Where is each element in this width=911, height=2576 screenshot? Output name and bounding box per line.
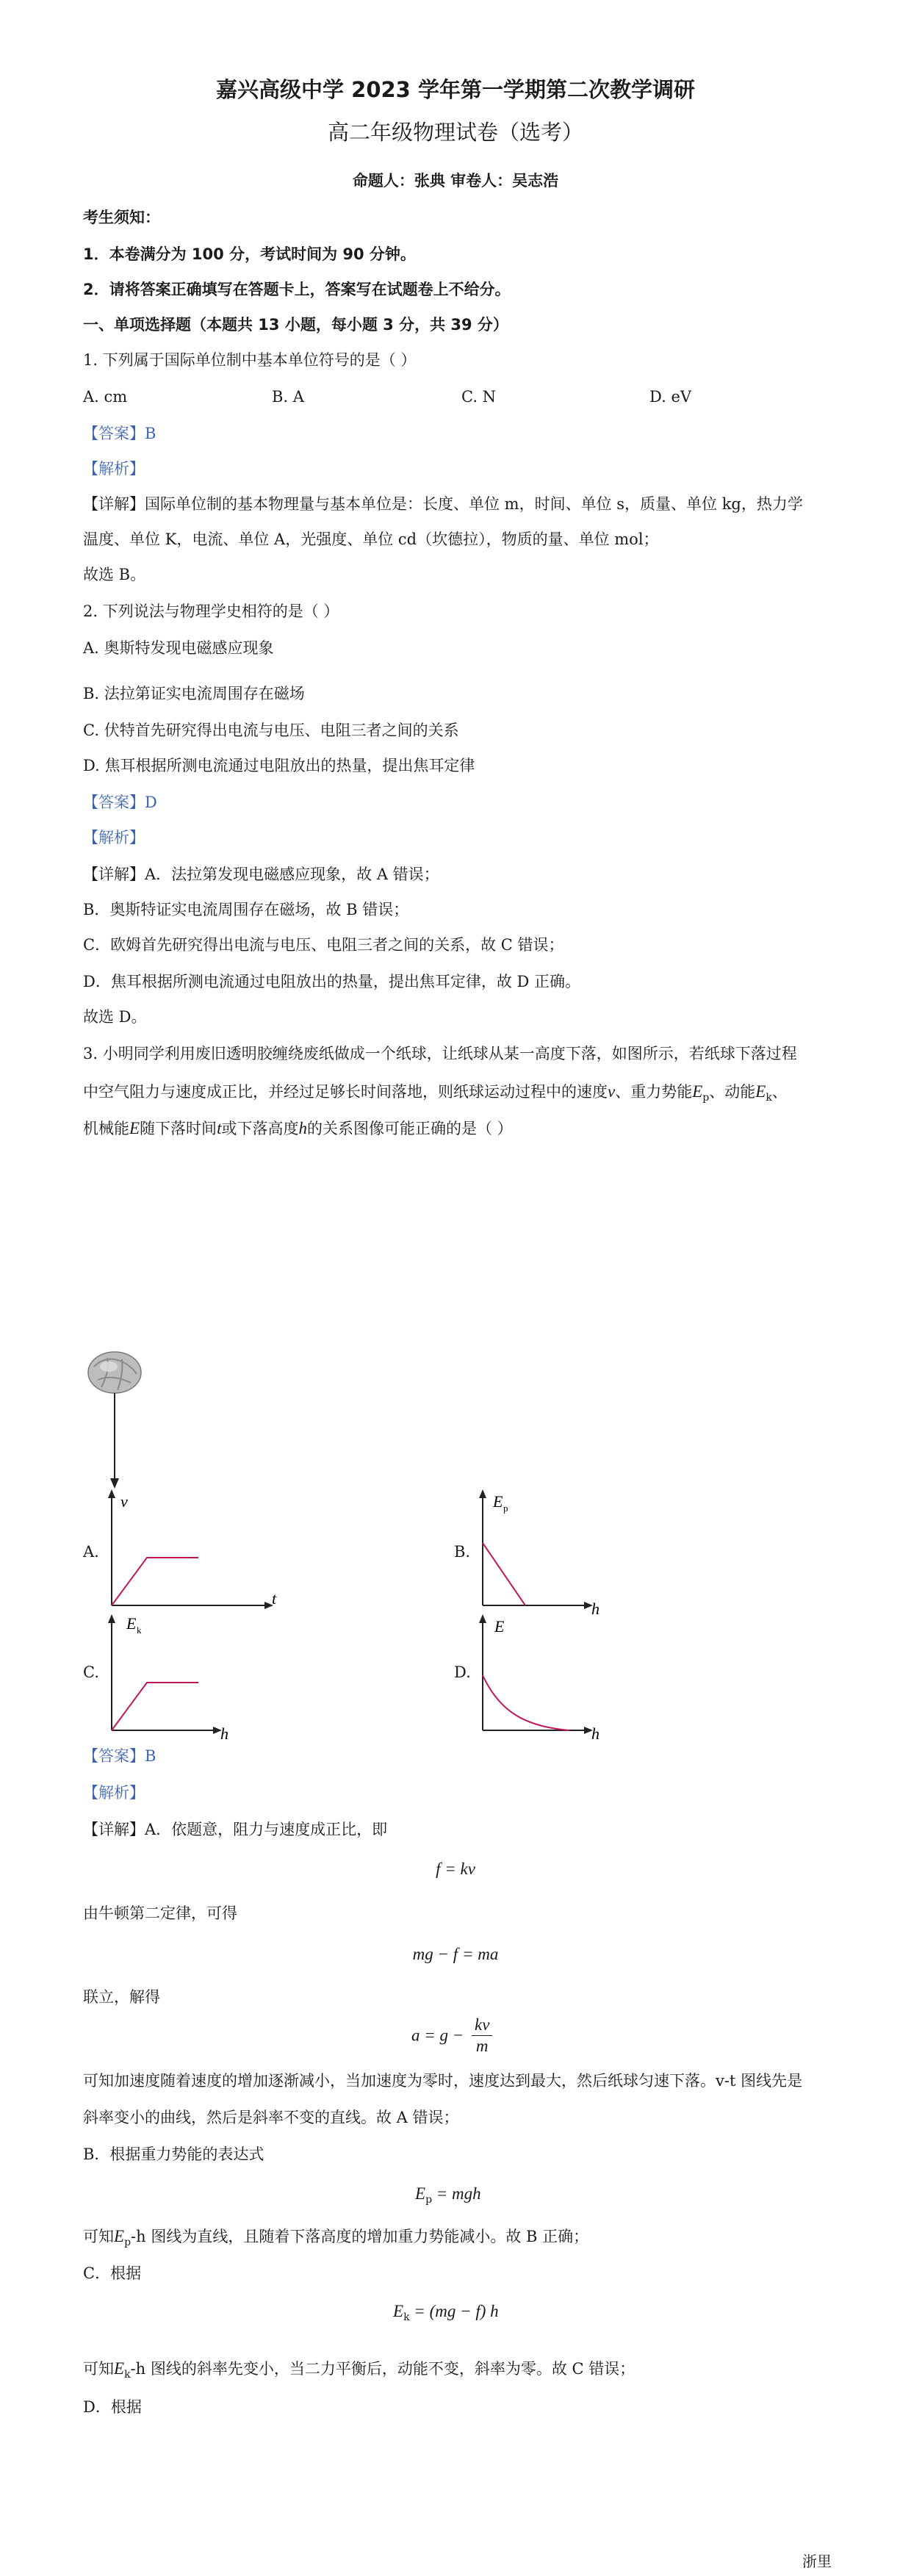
q3-explain-c: 可知$E_k-h$ 图线的斜率先变小，当二力平衡后，动能不变，斜率为零。故 C 错误； [83, 2359, 635, 2381]
q3-explain-a-line-2: 斜率变小的曲线，然后是斜率不变的直线。故 A 错误； [83, 2109, 459, 2126]
exam-title: 嘉兴高级中学 2023 学年第一学期第二次教学调研 [216, 77, 695, 102]
paper-ball-figure [79, 1345, 160, 1492]
page-footer-mark: 浙里 [802, 2552, 832, 2570]
q3-item-d: D．根据 [83, 2398, 142, 2416]
graph-a-y-label: v [120, 1492, 128, 1511]
notice-item-1: 1．本卷满分为 100 分，考试时间为 90 分钟。 [83, 245, 416, 263]
q2-detail-d: D．焦耳根据所测电流通过电阻放出的热量，提出焦耳定律，故 D 正确。 [83, 973, 581, 990]
graph-c-curve [112, 1683, 198, 1730]
graph-b-y-subscript: p [503, 1503, 508, 1514]
graph-a-x-label: t [272, 1589, 277, 1608]
q2-detail-c: C．欧姆首先研究得出电流与电压、电阻三者之间的关系，故 C 错误； [83, 936, 564, 954]
graph-d-curve [483, 1675, 569, 1730]
q2-answer: 【答案】D [83, 794, 157, 811]
q3-analysis: 【解析】 [83, 1784, 145, 1802]
graph-a-label: A. [83, 1543, 99, 1561]
graph-d-x-label: h [591, 1724, 599, 1741]
graph-b [474, 1488, 650, 1616]
q3-explain-a-line-1: 可知加速度随着速度的增加逐渐减小，当加速度为零时，速度达到最大，然后纸球匀速下落。v-t 图线先是 [83, 2072, 803, 2090]
q3-stem-line-3: 机械能E随下落时间t或下落高度h的关系图像可能正确的是（ ） [83, 1119, 513, 1137]
section-heading: 一、单项选择题（本题共 13 小题，每小题 3 分，共 39 分） [83, 316, 508, 334]
graph-c-y-subscript: k [137, 1625, 142, 1636]
q1-conclusion: 故选 B。 [83, 566, 146, 583]
q3-answer: 【答案】B [83, 1747, 156, 1765]
q1-option-c: C. N [461, 388, 497, 406]
q1-detail-line-1: 【详解】国际单位制的基本物理量与基本单位是：长度、单位 m，时间、单位 s，质量、单位 kg，热力学 [83, 495, 803, 513]
q1-stem: 1. 下列属于国际单位制中基本单位符号的是（ ） [83, 351, 417, 369]
q2-stem: 2. 下列说法与物理学史相符的是（ ） [83, 602, 339, 620]
graph-b-x-label: h [591, 1600, 599, 1616]
q2-option-d: D. 焦耳根据所测电流通过电阻放出的热量，提出焦耳定律 [83, 757, 475, 774]
q1-answer: 【答案】B [83, 425, 156, 442]
q3-stem-line-2: 中空气阻力与速度成正比，并经过足够长时间落地，则纸球运动过程中的速度v、重力势能$E_p$、动能$E_k$、 [83, 1082, 788, 1104]
graph-b-label: B. [454, 1543, 471, 1561]
q2-detail-b: B．奥斯特证实电流周围存在磁场，故 B 错误； [83, 901, 409, 918]
graph-d-y-label: E [494, 1617, 505, 1636]
q3-equation-4: $E_p$ = mgh [415, 2184, 481, 2206]
q2-conclusion: 故选 D。 [83, 1008, 147, 1026]
notice-heading: 考生须知： [83, 209, 160, 226]
q2-option-c: C. 伏特首先研究得出电流与电压、电阻三者之间的关系 [83, 722, 459, 739]
q3-newton-text: 由牛顿第二定律，可得 [83, 1904, 237, 1922]
graph-b-curve [483, 1543, 525, 1605]
q1-analysis: 【解析】 [83, 460, 145, 478]
q3-item-c: C．根据 [83, 2264, 142, 2282]
q3-item-b: B．根据重力势能的表达式 [83, 2145, 264, 2163]
graph-b-y-label: E [493, 1492, 503, 1511]
q3-detail-a: 【详解】A．依题意，阻力与速度成正比，即 [83, 1821, 388, 1838]
q1-option-b: B. A [272, 388, 304, 406]
q2-option-b: B. 法拉第证实电流周围存在磁场 [83, 685, 305, 702]
q3-explain-b: 可知$E_p-h$ 图线为直线，且随着下落高度的增加重力势能减小。故 B 正确； [83, 2227, 589, 2249]
q3-stem-line-1: 3. 小明同学利用废旧透明胶缠绕废纸做成一个纸球，让纸球从某一高度下落，如图所示，若纸球下落过程 [83, 1045, 797, 1062]
q1-option-a: A. cm [83, 388, 128, 406]
graph-c [103, 1613, 279, 1741]
graph-d-label: D. [454, 1663, 471, 1681]
graph-c-y-label: E [126, 1614, 137, 1633]
q3-equation-1: f = kv [436, 1860, 475, 1878]
q3-equation-2: mg − f = ma [412, 1945, 499, 1963]
fall-arrow-head [110, 1478, 119, 1489]
q1-detail-line-2: 温度、单位 K，电流、单位 A，光强度、单位 cd（坎德拉），物质的量、单位 mol； [83, 530, 659, 548]
q3-equation-3: a = g − $\frac{kv}{m}$ [411, 2015, 492, 2057]
q2-detail-a: 【详解】A．法拉第发现电磁感应现象，故 A 错误； [83, 866, 439, 883]
graph-d [474, 1613, 650, 1741]
graph-a [103, 1488, 279, 1616]
graph-c-label: C. [83, 1663, 99, 1681]
graph-a-curve [112, 1558, 198, 1605]
q2-analysis: 【解析】 [83, 829, 145, 846]
notice-item-2: 2．请将答案正确填写在答题卡上，答案写在试题卷上不给分。 [83, 281, 511, 298]
graph-c-x-label: h [220, 1724, 228, 1741]
q1-option-d: D. eV [649, 388, 692, 406]
q2-option-a: A. 奥斯特发现电磁感应现象 [83, 639, 274, 657]
exam-authors: 命题人：张典 审卷人：吴志浩 [352, 172, 559, 190]
exam-subtitle: 高二年级物理试卷（选考） [327, 120, 583, 145]
q3-combine-text: 联立，解得 [83, 1988, 160, 2006]
q3-equation-5: $E_k = (mg - f)$ h [393, 2302, 499, 2324]
paper-ball-icon [88, 1352, 141, 1393]
